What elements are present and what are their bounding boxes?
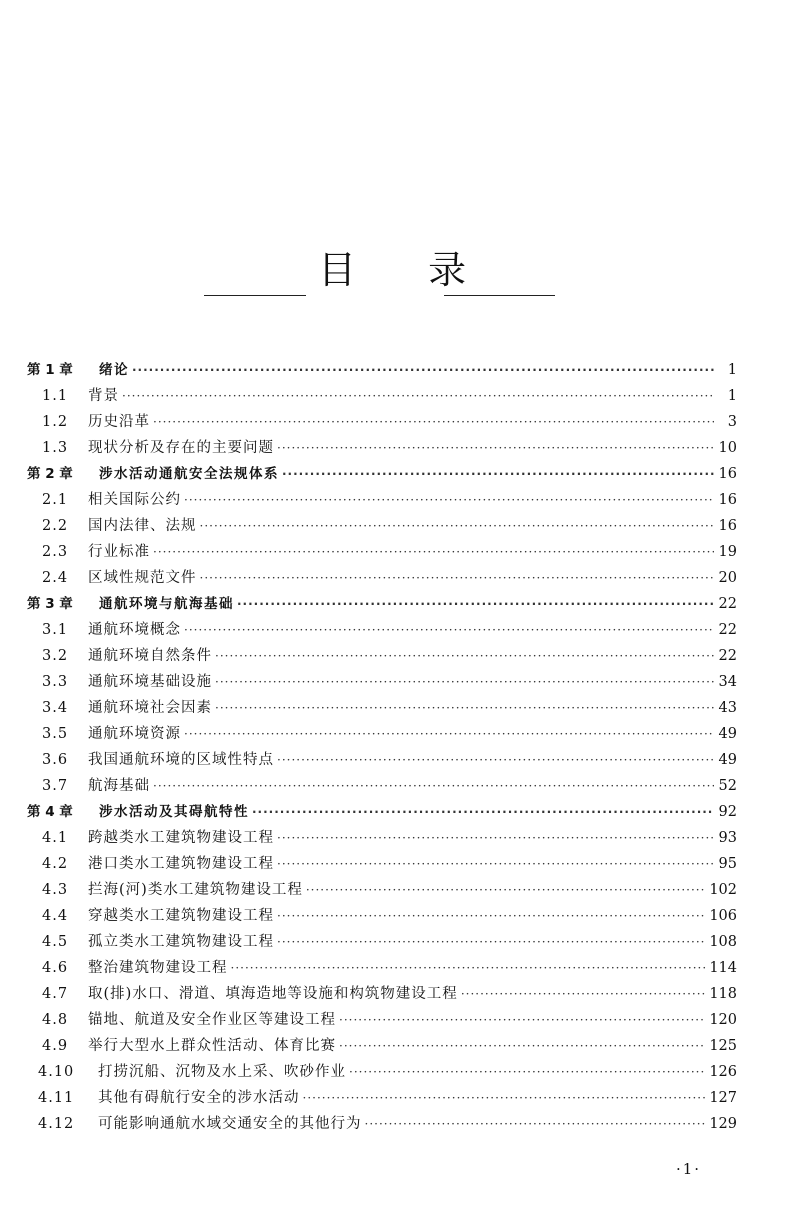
toc-section-entry[interactable] [0,955,737,981]
toc-section-entry[interactable] [0,903,737,929]
toc-section-entry[interactable] [0,617,737,643]
toc-entry-page: 106 [709,908,737,924]
dot-leader [303,1085,707,1111]
toc-entry-title: 拦海(河)类水工建筑物建设工程 [88,882,303,898]
toc-entry-title: 我国通航环境的区域性特点 [88,752,274,768]
toc-chapter-entry[interactable] [0,591,737,617]
toc-entry-number: 第 3 章 [27,596,73,612]
toc-entry-page: 22 [718,648,737,664]
toc-entry-number: 3.3 [42,674,69,690]
toc-entry-page: 43 [718,700,737,716]
title-rule-left [204,295,306,296]
toc-entry-page: 95 [718,856,737,872]
toc-entry-number: 1.3 [42,440,69,456]
toc-entry-number: 1.1 [42,388,69,404]
toc-entry-number: 4.9 [42,1038,69,1054]
toc-section-entry[interactable] [0,721,737,747]
toc-entry-page: 20 [718,570,737,586]
toc-entry-title: 背景 [88,388,119,404]
toc-entry-title: 通航环境概念 [88,622,181,638]
toc-entry-number: 3.2 [42,648,69,664]
toc-entry-page: 114 [709,960,737,976]
table-of-contents [0,357,790,1137]
toc-entry-title: 可能影响通航水域交通安全的其他行为 [98,1116,362,1132]
toc-entry-title: 打捞沉船、沉物及水上采、吹砂作业 [98,1064,346,1080]
toc-entry-title: 孤立类水工建筑物建设工程 [88,934,274,950]
dot-leader [277,747,714,773]
toc-entry-title: 涉水活动及其碍航特性 [99,804,249,820]
toc-entry-page: 16 [718,492,737,508]
toc-entry-page: 108 [709,934,737,950]
dot-leader [277,851,714,877]
toc-entry-number: 3.4 [42,700,69,716]
toc-entry-number: 2.2 [42,518,69,534]
page-number: ·1· [676,1160,702,1178]
toc-entry-number: 2.1 [42,492,69,508]
dot-leader [339,1033,706,1059]
dot-leader [237,591,714,617]
toc-section-entry[interactable] [0,981,737,1007]
toc-entry-title: 涉水活动通航安全法规体系 [99,466,279,482]
toc-entry-number: 2.4 [42,570,69,586]
toc-entry-number: 1.2 [42,414,69,430]
dot-leader [184,487,714,513]
toc-entry-page: 10 [718,440,737,456]
toc-entry-page: 22 [718,622,737,638]
toc-entry-page: 118 [709,986,737,1002]
dot-leader [184,721,714,747]
toc-section-entry[interactable] [0,825,737,851]
dot-leader [200,513,715,539]
toc-entry-title: 通航环境资源 [88,726,181,742]
dot-leader [122,383,714,409]
toc-section-entry[interactable] [0,669,737,695]
toc-section-entry[interactable] [0,409,737,435]
toc-entry-title: 通航环境社会因素 [88,700,212,716]
dot-leader [215,643,714,669]
toc-chapter-entry[interactable] [0,357,737,383]
toc-section-entry[interactable] [0,1059,737,1085]
dot-leader [277,929,706,955]
toc-section-entry[interactable] [0,877,737,903]
toc-section-entry[interactable] [0,851,737,877]
toc-entry-number: 4.3 [42,882,69,898]
toc-entry-number: 3.7 [42,778,69,794]
toc-entry-number: 4.12 [38,1116,75,1132]
toc-entry-number: 4.8 [42,1012,69,1028]
dot-leader [215,669,714,695]
toc-entry-number: 第 1 章 [27,362,73,378]
toc-chapter-entry[interactable] [0,799,737,825]
title-rule-right [444,295,555,296]
toc-entry-title: 举行大型水上群众性活动、体育比赛 [88,1038,336,1054]
dot-leader [200,565,715,591]
toc-entry-page: 52 [718,778,737,794]
dot-leader [282,461,714,487]
toc-section-entry[interactable] [0,565,737,591]
toc-entry-title: 锚地、航道及安全作业区等建设工程 [88,1012,336,1028]
toc-entry-number: 3.6 [42,752,69,768]
toc-entry-page: 92 [718,804,737,820]
toc-section-entry[interactable] [0,1033,737,1059]
dot-leader [252,799,714,825]
toc-entry-number: 4.7 [42,986,69,1002]
toc-entry-title: 港口类水工建筑物建设工程 [88,856,274,872]
dot-leader [184,617,714,643]
toc-entry-page: 49 [718,752,737,768]
toc-entry-number: 第 2 章 [27,466,73,482]
toc-entry-number: 4.1 [42,830,69,846]
dot-leader [277,825,714,851]
toc-entry-title: 通航环境基础设施 [88,674,212,690]
toc-entry-number: 4.6 [42,960,69,976]
title-block [0,242,790,302]
toc-section-entry[interactable] [0,929,737,955]
dot-leader [277,903,706,929]
toc-entry-page: 120 [709,1012,737,1028]
toc-entry-page: 16 [718,466,737,482]
toc-entry-page: 16 [718,518,737,534]
toc-entry-number: 2.3 [42,544,69,560]
toc-entry-title: 行业标准 [88,544,150,560]
toc-entry-page: 127 [709,1090,737,1106]
toc-entry-page: 34 [718,674,737,690]
toc-entry-title: 相关国际公约 [88,492,181,508]
dot-leader [153,773,714,799]
toc-entry-page: 129 [709,1116,737,1132]
toc-entry-title: 通航环境与航海基础 [99,596,234,612]
toc-entry-number: 4.10 [38,1064,75,1080]
toc-section-entry[interactable] [0,1007,737,1033]
toc-entry-number: 第 4 章 [27,804,73,820]
toc-entry-number: 4.2 [42,856,69,872]
toc-entry-page: 1 [727,362,737,378]
toc-entry-page: 93 [718,830,737,846]
toc-entry-page: 49 [718,726,737,742]
toc-section-entry[interactable] [0,383,737,409]
toc-entry-number: 3.1 [42,622,69,638]
toc-section-entry[interactable] [0,695,737,721]
page-title: 目 录 [318,248,497,292]
toc-entry-page: 19 [718,544,737,560]
toc-entry-title: 通航环境自然条件 [88,648,212,664]
dot-leader [339,1007,706,1033]
toc-entry-title: 整治建筑物建设工程 [88,960,228,976]
toc-entry-number: 4.5 [42,934,69,950]
toc-section-entry[interactable] [0,773,737,799]
toc-entry-title: 取(排)水口、滑道、填海造地等设施和构筑物建设工程 [88,986,458,1002]
dot-leader [153,539,714,565]
dot-leader [277,435,714,461]
toc-section-entry[interactable] [0,513,737,539]
toc-entry-number: 4.11 [38,1090,75,1106]
toc-entry-title: 现状分析及存在的主要问题 [88,440,274,456]
toc-entry-number: 3.5 [42,726,69,742]
toc-entry-title: 航海基础 [88,778,150,794]
toc-section-entry[interactable] [0,1085,737,1111]
toc-entry-title: 国内法律、法规 [88,518,197,534]
toc-section-entry[interactable] [0,435,737,461]
dot-leader [132,357,714,383]
dot-leader [306,877,706,903]
toc-entry-page: 126 [709,1064,737,1080]
toc-entry-page: 3 [727,414,737,430]
toc-entry-title: 穿越类水工建筑物建设工程 [88,908,274,924]
dot-leader [349,1059,706,1085]
toc-section-entry[interactable] [0,1111,737,1137]
dot-leader [365,1111,707,1137]
toc-entry-title: 历史沿革 [88,414,150,430]
toc-entry-page: 22 [718,596,737,612]
dot-leader [461,981,707,1007]
toc-entry-page: 1 [727,388,737,404]
toc-entry-title: 跨越类水工建筑物建设工程 [88,830,274,846]
toc-entry-title: 其他有碍航行安全的涉水活动 [98,1090,300,1106]
toc-entry-title: 绪论 [99,362,129,378]
toc-entry-number: 4.4 [42,908,69,924]
toc-section-entry[interactable] [0,747,737,773]
toc-entry-title: 区域性规范文件 [88,570,197,586]
dot-leader [153,409,714,435]
toc-entry-page: 125 [709,1038,737,1054]
toc-chapter-entry[interactable] [0,461,737,487]
toc-section-entry[interactable] [0,487,737,513]
toc-section-entry[interactable] [0,539,737,565]
dot-leader [215,695,714,721]
toc-section-entry[interactable] [0,643,737,669]
toc-entry-page: 102 [709,882,737,898]
dot-leader [231,955,707,981]
